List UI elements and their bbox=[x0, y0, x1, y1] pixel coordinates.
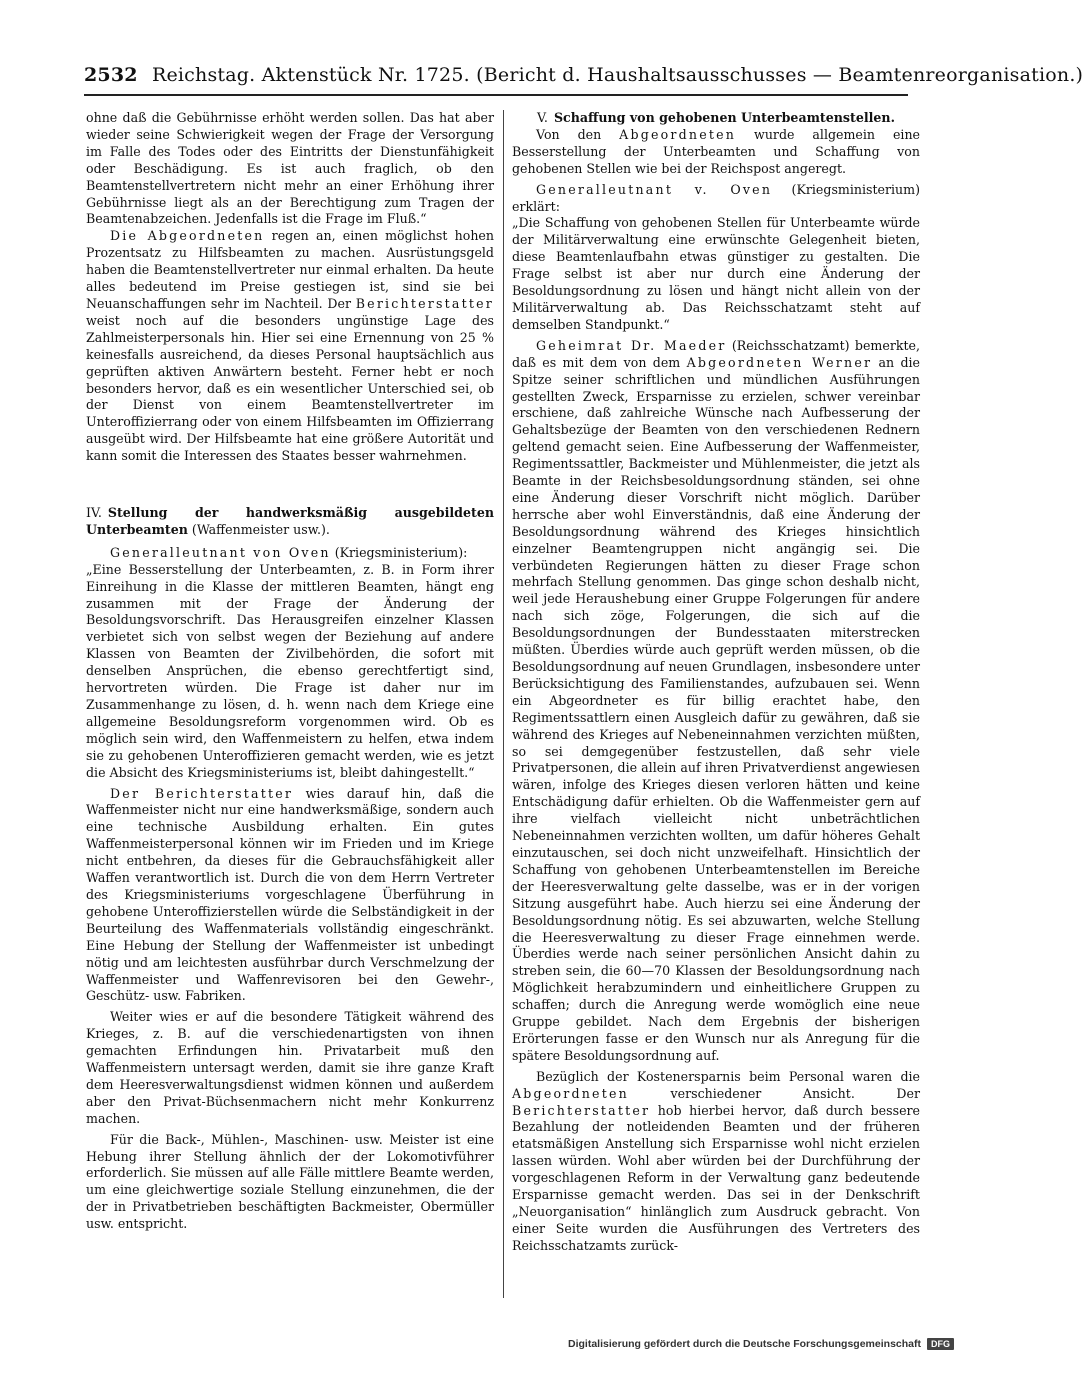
paragraph-text: hob hierbei hervor, daß durch bessere Bezahlung der notleidenden Beamten und der früheren etatsmäßigen Anstellung sich Ersparnisse wohl nicht erzielen lassen würden. Wohl aber würden bei der Durchführung der vorgeschlagenen Reform in der Verwaltung ganz bedeutende Ersparnisse gemacht werden. Das sei in der Denkschrift „Neuorganisation“ hinlänglich zum Ausdruck gebracht. Von einer Seite wurden die Ausführungen des Vertreters des Reichsschatzamts zurück- bbox=[512, 1102, 920, 1253]
spaced-name: Die Abgeordneten bbox=[110, 228, 265, 244]
paragraph-text: Bezüglich der Kostenersparnis beim Personal waren die bbox=[536, 1068, 920, 1084]
spaced-name: Abgeordneten Werner bbox=[686, 354, 873, 370]
paragraph bbox=[512, 182, 920, 216]
left-column bbox=[86, 110, 494, 1305]
paragraph: Für die Back-, Mühlen-, Maschinen- usw. Meister ist eine Hebung ihrer Stellung ähnlich der der Lokomotivführer erforderlich. Sie müssen auf alle Fälle mittlere Beamte werden, um eine gleichwertige soziale Stellung einzunehmen, die der der in Privatbetrieben beschäftigten Backmeister, Obermüller usw. entspricht. bbox=[86, 1131, 494, 1232]
section-title: Stellung der handwerksmäßig ausgebildeten Unterbeamten bbox=[86, 505, 494, 537]
paragraph bbox=[86, 786, 494, 1006]
section-number: V. bbox=[537, 110, 548, 125]
spaced-name: Berichterstatter bbox=[355, 295, 494, 311]
paragraph-text: (Reichsschatzamt) bemerkte, daß es mit dem von dem bbox=[512, 337, 920, 370]
header-title: Reichstag. Aktenstück Nr. 1725. (Bericht d. Haushaltsausschusses — Beamtenreorganisation.) bbox=[151, 64, 1083, 86]
digitization-footer bbox=[568, 1337, 954, 1351]
footer-text: Digitalisierung gefördert durch die Deutsche Forschungsgemeinschaft bbox=[568, 1338, 921, 1350]
paragraph-text: (Kriegsministerium): bbox=[330, 544, 468, 560]
paragraph bbox=[86, 545, 494, 562]
spaced-name: Abgeordneten bbox=[619, 126, 737, 142]
spaced-name: Geheimrat Dr. Maeder bbox=[536, 337, 727, 353]
paragraph-text: Von den bbox=[536, 126, 620, 142]
paragraph bbox=[512, 338, 920, 1065]
section-title: Schaffung von gehobenen Unterbeamtenstellen. bbox=[553, 110, 895, 125]
paragraph bbox=[86, 228, 494, 465]
spaced-name: Generalleutnant v. Oven bbox=[536, 181, 773, 197]
paragraph-text: wies darauf hin, daß die Waffenmeister nicht nur eine handwerksmäßige, sondern auch eine technische Ausbildung erhalten. Ein gutes Waffenmeisterpersonal können wir im Frieden und im Kriege nicht entbehren, da dieses für die Gebrauchsfähigkeit aller Waffen verantwortlich ist. Durch die von dem Herrn Vertreter des Kriegsministeriums vorgeschlagene Überführung in gehobene Unteroffizierstellen würde die Selbständigkeit in der Beurteilung des Waffenmaterials vollständig eingeschränkt. Eine Hebung der Stellung der Waffenmeister ist unbedingt nötig und am leichtesten ausführbar durch Verschmelzung der Waffenmeister und Waffenrevisoren bei den Gewehr-, Geschütz- usw. Fabriken. bbox=[86, 785, 495, 1004]
paragraph: ohne daß die Gebührnisse erhöht werden sollen. Das hat aber wieder seine Schwierigkeit wegen der Frage der Versorgung im Falle des Todes oder des Eintritts der Dienstunfähigkeit oder Beschädigung. Es ist auch fraglich, ob den Beamtenstellvertretern nicht mehr an einer Erhöhung ihrer Gebührnisse liegt als an der Berechtigung zum Tragen der Beamtenabzeichen. Jedenfalls ist die Frage im Fluß.“ bbox=[86, 110, 494, 227]
page-header bbox=[84, 62, 1083, 92]
spaced-name: Der Berichterstatter bbox=[110, 785, 294, 801]
section-heading-iv bbox=[86, 505, 494, 539]
section-heading-v bbox=[512, 110, 920, 127]
paragraph-text: regen an, einen möglichst hohen Prozentsatz zu Hilfsbeamten zu machen. Ausrüstungsgeld haben die Beamtenstellvertreter nur einmal erhalten. Da heute alles bedeutend im Preise gestiegen ist, sind sie bei Neuanschaffungen sehr im Nachteil. Der bbox=[86, 228, 495, 311]
page-number: 2532 bbox=[84, 64, 138, 86]
section-spacer bbox=[86, 465, 494, 505]
column-divider bbox=[503, 110, 504, 1298]
paragraph-text: an die Spitze seiner schriftlichen und mündlichen Ausführungen gestellten Zweck, Ersparnisse zu erzielen, schwer vereinbar erschiene, daß zahlreiche Wünsche nach Aufbesserung der Gehaltsbezüge der Beamten von den verschiedenen Rednern geltend gemacht seien. Eine Aufbesserung der Waffenmeister, Regimentssattler, Backmeister und Mühlenmeister, die jetzt als Beamte in der Reichsbesoldungsordnung ständen, sei ohne eine Änderung dieser Vorschrift nicht möglich. Darüber herrsche aber wohl Einverständnis, daß eine Änderung der Besoldungsordnung während des Krieges hinsichtlich einzelner Beamtengruppen nicht angängig sei. Die verbündeten Regierungen hätten zu dieser Frage schon mehrfach Stellung genommen. Das ginge schon deshalb nicht, weil jede Heraushebung einer Gruppe Folgerungen für andere nach sich zöge, Folgerungen, die sich auf die Besoldungsordnungen der Bundesstaaten miterstrecken müßten. Überdies würde auch geprüft werden müssen, ob die Besoldungsordnung auf neuen Grundlagen, insbesondere unter Berücksichtigung des Familienstandes, aufzubauen sei. Wenn ein Abgeordneter es für billig erachtet habe, den Regimentssattlern einen Ausgleich dafür zu gewähren, daß sie während des Krieges auf Nebeneinnahmen verzichten müßten, so sei demgegenüber festzustellen, daß sehr viele Privatpersonen, die allein auf ihren Privatverdienst angewiesen wären, infolge des Krieges diesen verloren hätten und keine Entschädigung dafür erhielten. Ob die Waffenmeister gern auf ihre vielfach vielleicht nicht unbeträchtlichen Nebeneinnahmen verzichten wollten, um dafür höheres Gehalt einzutauschen, sei doch nicht unzweifelhaft. Hinsichtlich der Schaffung von gehobenen Unterbeamtenstellen im Bereiche der Heeresverwaltung gelte dasselbe, was er in der vorigen Sitzung ausgeführt habe. Auch hierzu sei eine Änderung der Besoldungsordnung nötig. Es sei abzuwarten, welche Stellung die Heeresverwaltung zu dieser Frage einnehmen werde. Überdies werde nach seiner persönlichen Ansicht dahin zu streben sein, die 60—70 Klassen der Besoldungsordnung nach Möglichkeit herabzumindern und einheitlichere Gruppen zu schaffen; durch die Anregung werde womöglich eine neue Gruppe gebildet. Nach dem Ergebnis der bisherigen Erörterungen fasse er den Wunsch nur als Anregung für die spätere Besoldungsordnung auf. bbox=[512, 354, 921, 1063]
paragraph bbox=[512, 127, 920, 178]
header-rule bbox=[84, 94, 908, 96]
paragraph-text: wurde allgemein eine Besserstellung der Unterbeamten und Schaffung von gehobenen Stellen wie bei der Reichspost angeregt. bbox=[512, 126, 921, 176]
quote-paragraph: „Eine Besserstellung der Unterbeamten, z. B. in Form ihrer Einreihung in die Klasse der mittleren Beamten, hängt eng zusammen mit der Frage der Änderung der Besoldungsvorschrift. Das Herausgreifen einzelner Klassen verbietet sich von selbst wegen der Beziehung auf andere Klassen von Beamten der Zivilbehörden, die sofort mit denselben Ansprüchen, die ebenso gerechtfertigt sind, hervortreten würden. Die Frage ist daher nur im Zusammenhange zu lösen, d. h. wenn nach dem Kriege eine allgemeine Besoldungsreform vorgenommen wird. Ob es möglich sein wird, den Waffenmeistern zu helfen, etwa indem sie zu gehobenen Unteroffizieren gemacht werden, wie es jetzt die Absicht des Kriegsministeriums ist, bleibt dahingestellt.“ bbox=[86, 561, 494, 780]
spaced-name: Abgeordneten bbox=[512, 1085, 629, 1101]
paragraph-text: (Kriegsministerium) erklärt: bbox=[512, 181, 921, 214]
dfg-logo-icon: DFG bbox=[927, 1338, 954, 1350]
paragraph-text: verschiedener Ansicht. Der bbox=[628, 1085, 920, 1101]
section-subtitle: (Waffenmeister usw.). bbox=[187, 521, 330, 537]
spaced-name: Berichterstatter bbox=[512, 1102, 651, 1118]
section-number: IV. bbox=[86, 505, 102, 521]
quote-paragraph: „Die Schaffung von gehobenen Stellen für Unterbeamte würde der Militärverwaltung eine erwünschte Gelegenheit bieten, diese Beamtenlaufbahn etwas günstiger zu gestalten. Die Frage selbst ist aber nur durch eine Änderung der Besoldungsordnung zu lösen und hängt nicht allein von der Militärverwaltung ab. Das Reichsschatzamt steht auf demselben Standpunkt.“ bbox=[512, 215, 920, 332]
paragraph bbox=[512, 1069, 920, 1255]
right-column bbox=[512, 110, 920, 1305]
spaced-name: Generalleutnant von Oven bbox=[110, 544, 331, 560]
paragraph-text: weist noch auf die besonders ungünstige Lage des Zahlmeisterpersonals hin. Hier sei eine Ernennung von 25 % keinesfalls ausreichend, da dieses Personal hauptsächlich aus geprüften aktiven Anwärtern besteht. Ferner hebt er noch besonders hervor, daß es ein wesentlicher Unterschied sei, ob der Dienst von einem Beamtenstellvertreter im Unteroffizierrang oder von einem Hilfsbeamten im Offizierrang ausgeübt wird. Der Hilfsbeamte hat eine größere Autorität und kann somit die Interessen des Staates besser wahrnehmen. bbox=[86, 312, 494, 464]
paragraph: Weiter wies er auf die besondere Tätigkeit während des Krieges, z. B. auf die verschiedenartigsten von ihnen gemachten Erfindungen hin. Privatarbeit muß den Waffenmeistern untersagt werden, damit sie ihre ganze Kraft dem Heeresverwaltungsdienst widmen können und außerdem aber den Privat-Büchsenmachern nicht mehr Konkurrenz machen. bbox=[86, 1009, 494, 1126]
